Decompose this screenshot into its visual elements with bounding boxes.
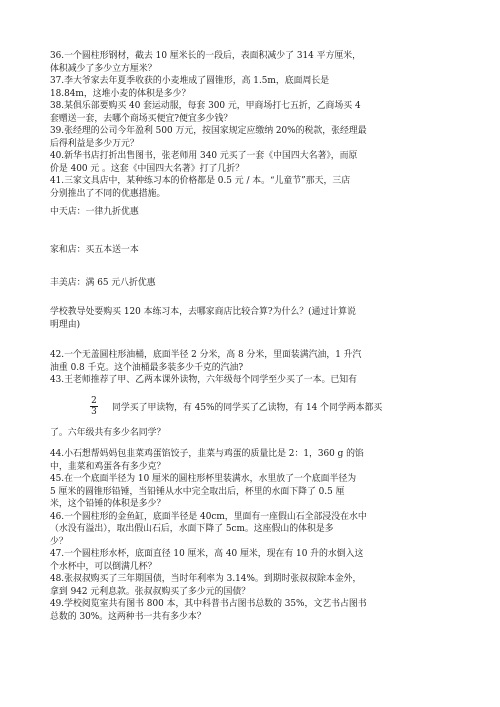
text-line: 47.一个圆柱形水杯，底面直径 10 厘米，高 40 厘米，现在有 10 升的水倒入这 [50,549,364,559]
text-line: 45.在一个底面半径为 10 厘米的圆柱形杯里装满水，水里放了一个底面半径为 [50,474,357,484]
problem-43-end [50,427,452,440]
problem-41-question [50,306,452,331]
text-line: 丰美店：满 65 元八折优惠 [50,278,156,288]
text-line: 46.一个圆柱形的金鱼缸，底面半径是 40cm，里面有一座假山石全部浸没在水中 [50,511,367,522]
text-line: 总数的 30%。这两种书一共有多少本？ [50,611,206,622]
fraction-two-thirds [90,396,98,417]
problems-42-43 [50,349,452,387]
text-line: 44.小石想帮妈妈包韭菜鸡蛋馅饺子，韭菜与鸡蛋的质量比是 2：1，360 g 的馅 [50,449,364,459]
text-line: （水没有溢出），取出假山石后，水面下降了 5cm。这座假山的体积是多 [50,524,334,534]
text-line: 个水杯中，可以倒满几杯？ [50,561,157,572]
text-line: 米，这个铅锤的体积是多少？ [50,499,166,509]
text-line: 同学买了甲读物，有 45%的同学买了乙读物，有 14 个同学两本都买 [112,403,383,413]
text-line: 18.84m，这堆小麦的体积是多少？ [50,88,191,99]
text-line: 后得利益是多少万元？ [50,138,139,149]
text-line: 明理由) [50,319,81,330]
text-line: 油重 0.8 千克。这个油桶最多装多少千克的汽油? [50,362,244,373]
text-line: 拿到 942 元利息款。张叔叔购买了多少元的国债？ [50,586,251,597]
text-line: 价是 400 元 。这套《中国四大名著》打了几折？ [50,163,245,174]
shop-offer-jiahe [50,244,452,257]
text-line: 少？ [50,536,68,547]
shop-offer-fengmei [50,277,452,290]
text-line: 学校教导处要购买 120 本练习本，去哪家商店比较合算?为什么？(通过计算说 [50,307,356,317]
text-line: 39.张经理的公司今年盈利 500 万元，按国家规定应缴纳 20%的税款，张经理最 [50,126,367,136]
text-line: 分别推出了不同的优惠措施。 [50,188,166,199]
text-line: 中，韭菜和鸡蛋各有多少克？ [50,461,166,472]
problem-43-line [112,402,452,415]
fraction-denominator: 3 [91,407,97,417]
text-line: 41.三家文具店中，某种练习本的价格都是 0.5 元 / 本。“儿童节”那天，三店 [50,176,351,186]
problems-44-49 [50,448,452,623]
text-line: 5 厘米的圆锥形铅锤，当铅锤从水中完全取出后，杯里的水面下降了 0.5 厘 [50,486,345,497]
text-line: 套赠送一套，去哪个商场买便宜?便宜多少钱？ [50,113,233,124]
text-line: 了。六年级共有多少名同学？ [50,428,166,438]
text-line: 43.王老师推荐了甲、乙两本课外读物，六年级每个同学至少买了一本。已知有 [50,375,357,385]
fraction-numerator: 2 [91,396,97,406]
text-line: 42.一个无盖圆柱形油桶，底面半径 2 分米，高 8 分米，里面装满汽油，1 升汽 [50,350,362,360]
text-line: 中天店：一律九折优惠 [50,207,139,217]
text-line: 40.新华书店打折出售图书，张老师用 340 元买了一套《中国四大名著》，而原 [50,151,358,161]
text-line: 体积减少了多少立方厘米？ [50,63,157,74]
text-line: 49.学校阅览室共有图书 800 本，其中科普书占图书总数的 35%，文艺书占图书 [50,599,367,609]
text-line: 36.一个圆柱形钢材，截去 10 厘米长的一段后，表面积减少了 314 平方厘米， [50,51,362,61]
shop-offer-zhongtian [50,206,452,219]
text-line: 37.李大爷家去年夏季收获的小麦堆成了圆锥形，高 1.5m，底面周长是 [50,76,330,86]
text-line: 48.张叔叔购买了三年期国债，当时年利率为 3.14%。到期时张叔叔除本金外， [50,574,362,584]
text-line: 家和店：买五本送一本 [50,245,139,255]
problems-36-41 [50,50,452,200]
text-line: 38.某俱乐部要购买 40 套运动服，每套 300 元，甲商场打七五折，乙商场买 4 [50,101,361,111]
